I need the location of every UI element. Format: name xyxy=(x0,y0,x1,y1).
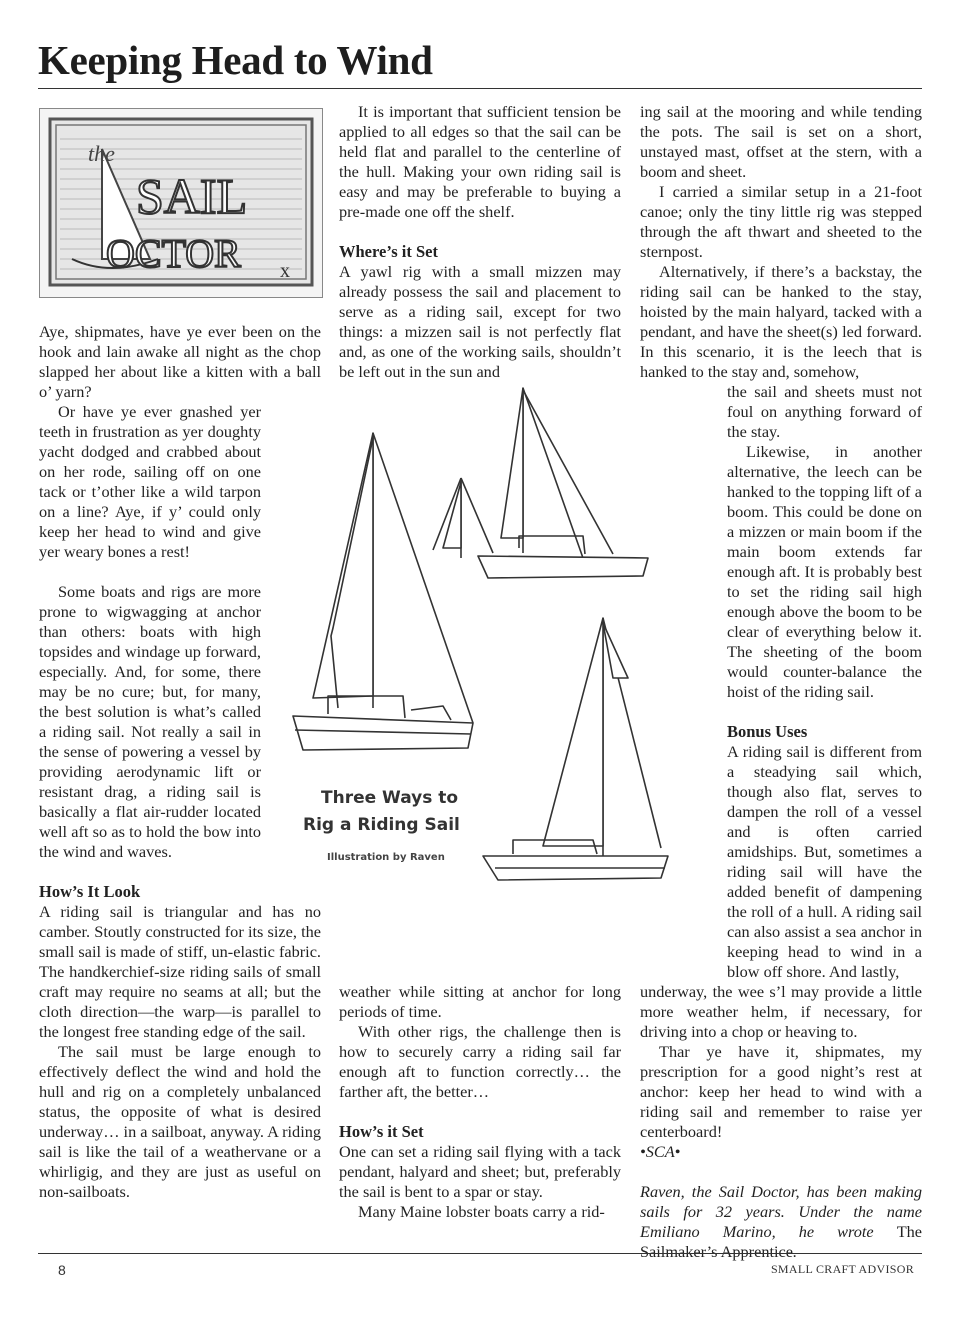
paragraph: Many Maine lobster boats carry a rid- xyxy=(358,1202,605,1221)
boat-sloop-backstay xyxy=(293,433,473,750)
paragraph: Aye, shipmates, have ye ever been on the hook and lain awake all night as the chop slapped her about like a kitten with a ball o’ yarn? xyxy=(39,322,321,401)
paragraph: I carried a similar setup in a 21-foot canoe; only the tiny little rig was stepped through the aft thwart and sheeted to the sternpost. xyxy=(640,182,922,261)
section-heading-hows-it-look: How’s It Look xyxy=(39,882,141,901)
column-1-bottom xyxy=(39,902,321,1202)
paragraph: Or have ye ever gnashed yer teeth in frustration as yer doughty yacht dodged and crabbed about on her rode, sailing off on one tack or t’other like a wild tarpon on a line? Aye, if y’ could only keep her head to wind and give yer weary bones a rest! xyxy=(39,402,261,561)
article-title: Keeping Head to Wind xyxy=(38,37,433,83)
column-3-top xyxy=(640,102,922,382)
paragraph: The sail must be large enough to effectively deflect the wind and hold the hull and rig on a completely unbalanced status, the opposite of what is desired underway… in a sailboat, anyway. A riding sail is like the tail of a weathervane or a whirligig, and they are just as useful on non-sailboats. xyxy=(39,1042,321,1201)
paragraph: Alternatively, if there’s a backstay, the riding sail can be hanked to the stay, hoisted by the main halyard, tacked with a pendant, and have the sheet(s) led forward. In this scenario, it is the leech that is hanked to the stay and, somehow, xyxy=(640,262,922,381)
column-1-top xyxy=(39,322,321,402)
paragraph: the sail and sheets must not foul on anything forward of the stay. xyxy=(727,382,922,441)
riding-sail-illustration xyxy=(283,378,683,978)
page-number: 8 xyxy=(58,1262,66,1278)
column-2-top xyxy=(339,102,621,382)
magazine-name: SMALL CRAFT ADVISOR xyxy=(770,1262,914,1276)
logo-word-sail: SAIL xyxy=(136,168,248,224)
logo-word-doctor: OCTOR xyxy=(106,231,241,276)
title-rule xyxy=(38,88,922,89)
column-1-narrow xyxy=(39,402,261,562)
author-bio xyxy=(640,1182,922,1262)
paragraph: ing sail at the mooring and while tending the pots. The sail is set on a short, unstayed mast, offset at the stern, with a boom and sheet. xyxy=(640,102,922,181)
paragraph: One can set a riding sail flying with a tack pendant, halyard and sheet; but, preferably the sail is bent to a spar or stay. xyxy=(339,1142,621,1201)
paragraph: A riding sail is different from a steadying sail which, though also flat, serves to dampen the roll of a vessel and is often carried amidships. But, sometimes a riding sail will have the added benefit of dampening the roll of a hull. A riding sail can also assist a sea anchor in keeping head to wind in a blow off shore. And lastly, xyxy=(727,742,922,981)
paragraph: With other rigs, the challenge then is how to securely carry a riding sail far enough aft to function correctly… the farther aft, the better… xyxy=(339,1022,621,1101)
book-title: The Sailmaker’s Apprentice xyxy=(640,1222,922,1261)
paragraph: It is important that sufficient tension be applied to all edges so that the sail can be held flat and parallel to the centerline of the hull. Making your own riding sail is easy and may be preferable to buying a pre-made one off the shelf. xyxy=(339,102,621,221)
author-bio-end: . xyxy=(792,1242,798,1261)
section-heading-hows-it-set: How’s it Set xyxy=(339,1122,424,1141)
column-3-bottom xyxy=(640,982,922,1262)
column-3-narrow xyxy=(727,382,922,982)
column-1-middle xyxy=(39,582,261,902)
logo-suffix: x xyxy=(280,260,290,282)
figure-credit: Illustration by Raven xyxy=(327,852,445,863)
figure-caption-line-2: Rig a Riding Sail xyxy=(303,815,460,835)
footer-rule xyxy=(38,1253,922,1254)
paragraph: weather while sitting at anchor for long periods of time. xyxy=(339,982,621,1021)
author-bio-text: Raven, the Sail Doctor, has been making sails for 32 years. Under the name Emiliano Marino, he wrote xyxy=(640,1182,922,1241)
paragraph: A riding sail is triangular and has no camber. Stoutly constructed for its size, the small sail is made of stiff, un-elastic fabric. The handkerchief-size riding sails of small craft may require no seams at all; but the cloth direction—the warp—is parallel to the longest free standing edge of the sail. xyxy=(39,902,321,1041)
paragraph: Likewise, in another alternative, the leech can be hanked to the topping lift of a boom. This could be done on a mizzen or main boom if the main boom extends far enough aft. It is probably best to set the riding sail high enough above the boom to be clear of everything below it. The sheeting of the boom would counter-balance the hoist of the riding sail. xyxy=(727,442,922,701)
paragraph: underway, the wee s’l may provide a little more weather helm, if necessary, for driving into a chop or heaving to. xyxy=(640,982,922,1041)
boat-mizzen-rig xyxy=(433,388,648,578)
paragraph: Some boats and rigs are more prone to wigwagging at anchor than others: boats with high topsides and windage up forward, especially. And, for some, there may be no cure; but, for many, the best solution is what’s called a riding sail. Not really a sail in the sense of powering a vessel by providing aerodynamic lift or resistant drag, a riding sail is basically a flat air-rudder located well aft so as to hold the bow into the wind and waves. xyxy=(39,582,261,861)
logo-word-the: the xyxy=(88,141,115,166)
section-heading-wheres-it-set: Where’s it Set xyxy=(339,242,438,261)
sail-doctor-logo xyxy=(39,108,323,298)
sign-off: •SCA• xyxy=(640,1142,681,1161)
column-2-bottom xyxy=(339,982,621,1222)
figure-caption-line-1: Three Ways to xyxy=(321,788,459,808)
section-heading-bonus-uses: Bonus Uses xyxy=(727,722,808,741)
paragraph: Thar ye have it, shipmates, my prescription for a good night’s rest at anchor: keep her head to wind with a riding sail and remember to raise yer centerboard! xyxy=(640,1042,922,1141)
boat-topping-lift xyxy=(483,618,668,880)
paragraph: A yawl rig with a small mizzen may already possess the sail and placement to serve as a riding sail, except for two things: a mizzen sail is not perfectly flat and, as one of the working sails, shouldn’t be left out in the sun and xyxy=(339,262,621,381)
